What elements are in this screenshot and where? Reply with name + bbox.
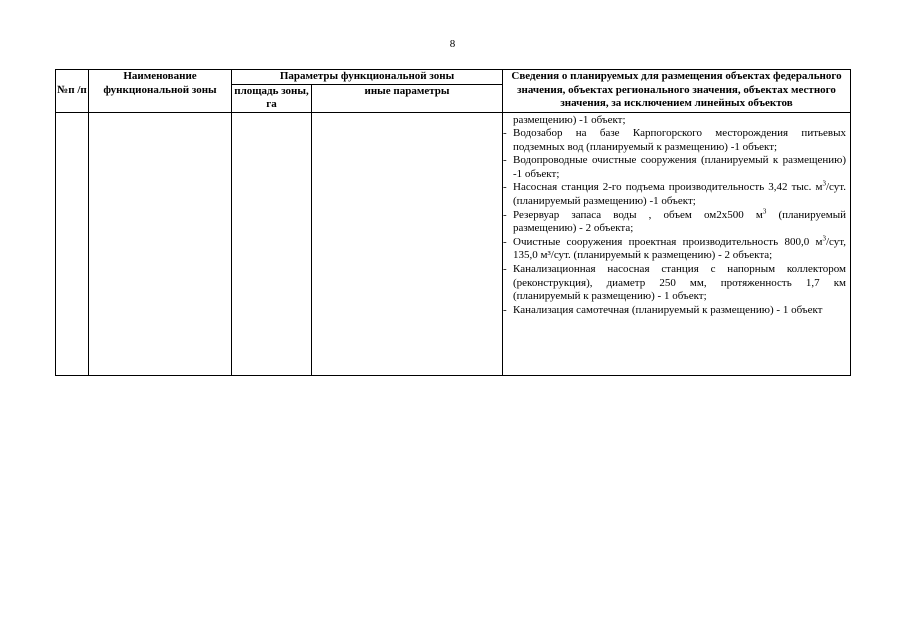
list-item: - Водопроводные очистные сооружения (планируемый к размещению) -1 объект; — [503, 154, 846, 180]
header-params-group: Параметры функциональной зоны — [232, 70, 503, 85]
list-item: - Очистные сооружения проектная производительность 800,0 $м^3$/сут, 135,0 м³/сут. (планируемый к размещению) - 2 объекта; — [503, 234, 846, 262]
header-area: площадь зоны, га — [232, 84, 312, 112]
cell-other — [312, 112, 503, 375]
header-info: Сведения о планируемых для размещения объектах федерального значения, объектах регионального значения, объектах местного значения, за исключением линейных объектов — [503, 70, 851, 113]
list-item: - Канализационная насосная станция с напорным коллектором (реконструкция), диаметр 250 мм, протяженность 1,7 км (планируемый к размещению) - 1 объект; — [503, 263, 846, 303]
objects-list — [503, 113, 850, 318]
zones-table — [55, 69, 851, 376]
header-other: иные параметры — [312, 84, 503, 112]
page-number: 8 — [449, 38, 456, 50]
list-item: - Канализация самотечная (планируемый к размещению) - 1 объект — [503, 303, 823, 316]
cell-num — [56, 112, 89, 375]
table-row — [56, 112, 851, 375]
cell-area — [232, 112, 312, 375]
header-name: Наименование функциональной зоны — [89, 70, 232, 113]
list-item: - Резервуар запаса воды , объем ом2х500 $м^3$ (планируемый размещению) - 2 объекта; — [503, 207, 846, 235]
header-num: №п /п — [56, 70, 89, 113]
cell-info — [503, 112, 851, 375]
list-item: размещению) -1 объект; — [513, 113, 626, 126]
header-row-1 — [56, 70, 851, 85]
cell-name — [89, 112, 232, 375]
list-item: - Насосная станция 2-го подъема производительность 3,42 тыс. $м^3$/сут. (планируемый размещению) -1 объект; — [503, 179, 846, 208]
list-item: - Водозабор на базе Карпогорского месторождения питьевых подземных вод (планируемый к размещению) -1 объект; — [503, 127, 846, 153]
